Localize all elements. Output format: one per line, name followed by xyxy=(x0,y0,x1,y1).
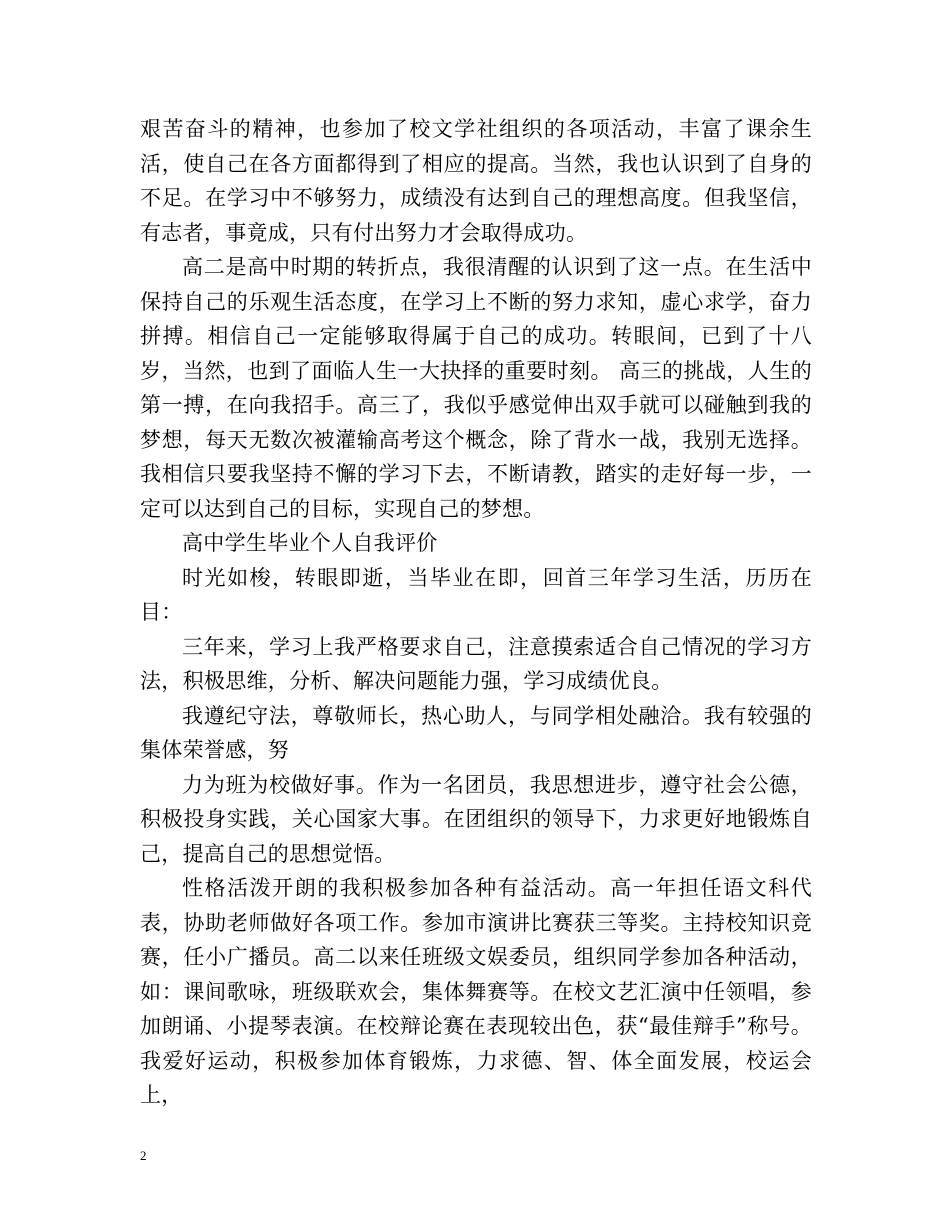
section-heading: 高中学生毕业个人自我评价 xyxy=(182,531,438,555)
paragraph-6: 力为班为校做好事。作为一名团员，我思想进步，遵守社会公德，积极投身实践，关心国家大事。在团组织的领导下，力求更好地锻炼自己，提高自己的思想觉悟。 xyxy=(140,772,812,866)
paragraph-3: 时光如梭，转眼即逝，当毕业在即，回首三年学习生活，历历在目： xyxy=(140,565,812,624)
body-text xyxy=(140,112,812,1113)
paragraph-4: 三年来，学习上我严格要求自己，注意摸索适合自己情况的学习方法，积极思维，分析、解决问题能力强，学习成绩优良。 xyxy=(140,634,812,693)
paragraph-1: 艰苦奋斗的精神，也参加了校文学社组织的各项活动，丰富了课余生活，使自己在各方面都得到了相应的提高。当然，我也认识到了自身的不足。在学习中不够努力，成绩没有达到自己的理想高度。但我坚信，有志者，事竟成，只有付出努力才会取得成功。 xyxy=(140,117,812,245)
page-number: 2 xyxy=(140,1148,147,1163)
paragraph-7: 性格活泼开朗的我积极参加各种有益活动。高一年担任语文科代表，协助老师做好各项工作。参加市演讲比赛获三等奖。主持校知识竞赛，任小广播员。高二以来任班级文娱委员，组织同学参加各种活动，如：课间歌咏，班级联欢会，集体舞赛等。在校文艺汇演中任领唱，参加朗诵、小提琴表演。在校辩论赛在表现较出色，获“最佳辩手”称号。我爱好运动，积极参加体育锻炼，力求德、智、体全面发展，校运会上， xyxy=(140,876,812,1107)
paragraph-5: 我遵纪守法，尊敬师长，热心助人，与同学相处融洽。我有较强的集体荣誉感，努 xyxy=(140,703,812,762)
paragraph-2: 高二是高中时期的转折点，我很清醒的认识到了这一点。在生活中保持自己的乐观生活态度，在学习上不断的努力求知，虚心求学，奋力拼搏。相信自己一定能够取得属于自己的成功。转眼间，已到了十八岁，当然，也到了面临人生一大抉择的重要时刻。 高三的挑战，人生的第一搏，在向我招手。高三了，我似乎感觉伸出双手就可以碰触到我的梦想，每天无数次被灌输高考这个概念，除了背水一战，我别无选择。我相信只要我坚持不懈的学习下去，不断请教，踏实的走好每一步，一定可以达到自己的目标，实现自己的梦想。 xyxy=(140,255,812,521)
